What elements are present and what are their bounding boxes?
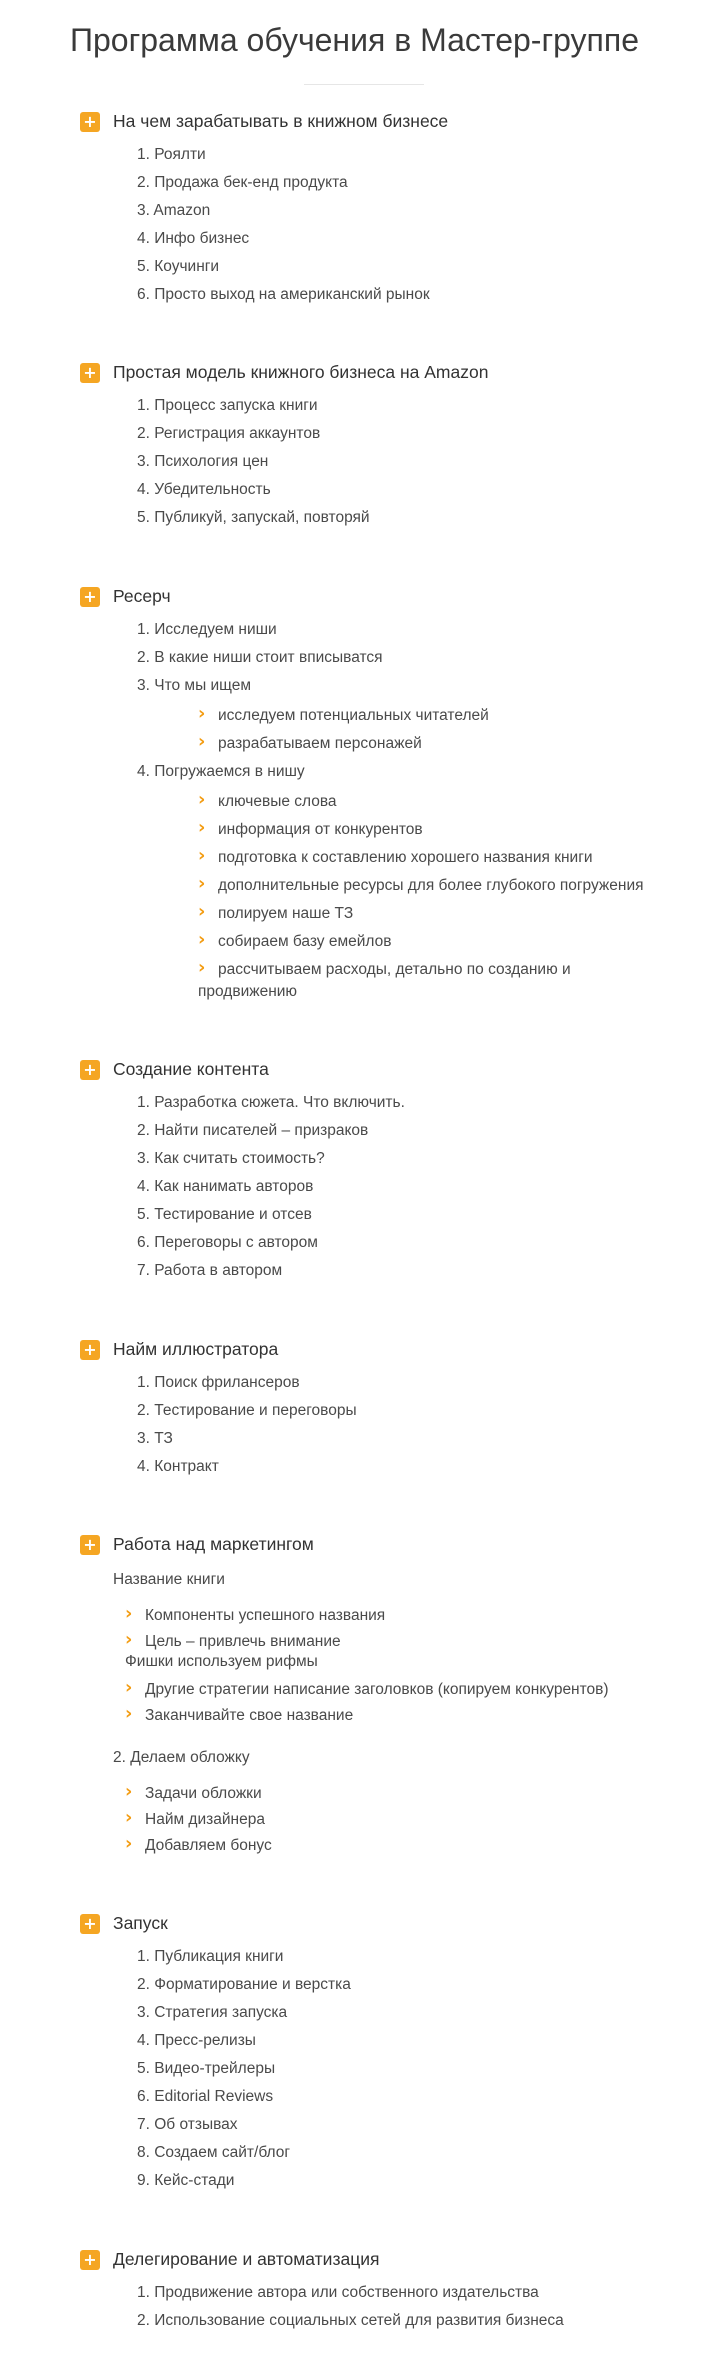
list-item: 5. Тестирование и отсев xyxy=(137,1206,312,1223)
list-item: 2. Использование социальных сетей для развития бизнеса xyxy=(137,2312,564,2329)
list-item: 5. Публикуй, запускай, повторяй xyxy=(137,509,370,526)
list-item: 2. Найти писателей – призраков xyxy=(137,1122,369,1139)
chevron-right-icon: › xyxy=(198,957,206,978)
sub-item: Найм дизайнера xyxy=(145,1811,265,1828)
plus-icon[interactable]: + xyxy=(80,363,100,383)
section-amazon-model[interactable] xyxy=(80,359,680,526)
list-item: 8. Создаем сайт/блог xyxy=(137,2144,290,2161)
list-item: 5. Коучинги xyxy=(137,258,220,275)
section-marketing[interactable] xyxy=(80,1531,680,1854)
list-item: 1. Исследуем ниши xyxy=(137,621,277,638)
plus-icon[interactable]: + xyxy=(80,2250,100,2270)
chevron-right-icon: › xyxy=(125,1677,133,1698)
subsection-label: Название книги xyxy=(113,1571,225,1588)
sub-item: разрабатываем персонажей xyxy=(218,735,422,752)
sub-item: дополнительные ресурсы для более глубокого погружения xyxy=(218,877,644,894)
section-earning[interactable] xyxy=(80,108,680,303)
plus-icon[interactable]: + xyxy=(80,1535,100,1555)
list-item: 1. Публикация книги xyxy=(137,1948,284,1965)
sub-item: Добавляем бонус xyxy=(145,1837,272,1854)
section-header[interactable] xyxy=(80,583,680,611)
chevron-right-icon: › xyxy=(198,845,206,866)
list-item: 7. Об отзывах xyxy=(137,2116,238,2133)
plus-icon[interactable]: + xyxy=(80,1914,100,1934)
chevron-right-icon: › xyxy=(198,929,206,950)
list-item: 7. Работа в автором xyxy=(137,1262,283,1279)
list-item: 3. Amazon xyxy=(137,202,211,219)
section-header[interactable] xyxy=(80,1336,680,1364)
sub-item: исследуем потенциальных читателей xyxy=(218,707,489,724)
list-item: 3. ТЗ xyxy=(137,1430,173,1447)
list-item: 9. Кейс-стади xyxy=(137,2172,235,2189)
list-item: 1. Поиск фрилансеров xyxy=(137,1374,300,1391)
list-item: 1. Процесс запуска книги xyxy=(137,397,318,414)
list-item: 5. Видео-трейлеры xyxy=(137,2060,276,2077)
note-text: Фишки используем рифмы xyxy=(125,1653,318,1670)
section-title[interactable]: Ресерч xyxy=(113,586,171,606)
sub-item: Другие стратегии написание заголовков (копируем конкурентов) xyxy=(145,1681,609,1698)
sub-item: Задачи обложки xyxy=(145,1785,262,1802)
list-item: 4. Контракт xyxy=(137,1458,219,1475)
subsection-label: 2. Делаем обложку xyxy=(113,1749,250,1766)
list-item: 1. Разработка сюжета. Что включить. xyxy=(137,1094,405,1111)
section-header[interactable] xyxy=(80,2246,680,2274)
section-title[interactable]: Создание контента xyxy=(113,1059,269,1079)
list-item: 2. Продажа бек-енд продукта xyxy=(137,174,348,191)
section-header[interactable] xyxy=(80,108,680,136)
sub-item-continuation: продвижению xyxy=(198,983,298,1000)
plus-icon[interactable]: + xyxy=(80,1060,100,1080)
list-item: 6. Просто выход на американский рынок xyxy=(137,286,430,303)
chevron-right-icon: › xyxy=(125,1807,133,1828)
chevron-right-icon: › xyxy=(125,1703,133,1724)
list-item: 2. Форматирование и верстка xyxy=(137,1976,351,1993)
page-title: Программа обучения в Мастер-группе xyxy=(69,22,639,58)
sub-item: Заканчивайте свое название xyxy=(145,1707,354,1724)
sub-item: собираем базу емейлов xyxy=(218,933,392,950)
sub-item: Компоненты успешного названия xyxy=(145,1607,386,1624)
chevron-right-icon: › xyxy=(198,789,206,810)
sub-item: рассчитываем расходы, детально по созданию и xyxy=(218,961,571,978)
chevron-right-icon: › xyxy=(198,731,206,752)
title-divider xyxy=(304,84,424,85)
section-header[interactable] xyxy=(80,359,680,387)
chevron-right-icon: › xyxy=(125,1833,133,1854)
list-item: 3. Что мы ищем xyxy=(137,677,252,694)
chevron-right-icon: › xyxy=(125,1603,133,1624)
sub-item: ключевые слова xyxy=(218,793,337,810)
sub-item: информация от конкурентов xyxy=(218,821,423,838)
section-header[interactable] xyxy=(80,1910,680,1938)
section-title[interactable]: Запуск xyxy=(113,1913,168,1933)
plus-icon[interactable]: + xyxy=(80,587,100,607)
list-item: 6. Editorial Reviews xyxy=(137,2088,274,2105)
chevron-right-icon: › xyxy=(198,817,206,838)
list-item: 3. Как считать стоимость? xyxy=(137,1150,325,1167)
chevron-right-icon: › xyxy=(125,1629,133,1650)
list-item: 3. Стратегия запуска xyxy=(137,2004,288,2021)
section-title[interactable]: Работа над маркетингом xyxy=(113,1534,314,1554)
list-item: 2. Регистрация аккаунтов xyxy=(137,425,321,442)
sub-item: Цель – привлечь внимание xyxy=(145,1633,341,1650)
list-item: 1. Роялти xyxy=(137,146,206,163)
list-item: 1. Продвижение автора или собственного издательства xyxy=(137,2284,539,2301)
chevron-right-icon: › xyxy=(125,1781,133,1802)
list-item: 6. Переговоры с автором xyxy=(137,1234,318,1251)
list-item: 4. Пресс-релизы xyxy=(137,2032,256,2049)
list-item: 4. Инфо бизнес xyxy=(137,230,250,247)
section-title[interactable]: Найм иллюстратора xyxy=(113,1339,279,1359)
plus-icon[interactable]: + xyxy=(80,1340,100,1360)
chevron-right-icon: › xyxy=(198,901,206,922)
list-item: 3. Психология цен xyxy=(137,453,269,470)
section-content[interactable] xyxy=(80,1056,680,1279)
section-title[interactable]: На чем зарабатывать в книжном бизнесе xyxy=(113,111,449,131)
list-item: 4. Погружаемся в нишу xyxy=(137,763,305,780)
section-title[interactable]: Делегирование и автоматизация xyxy=(113,2249,380,2269)
list-item: 4. Как нанимать авторов xyxy=(137,1178,314,1195)
section-header[interactable] xyxy=(80,1056,680,1084)
chevron-right-icon: › xyxy=(198,873,206,894)
list-item: 4. Убедительность xyxy=(137,481,271,498)
plus-icon[interactable]: + xyxy=(80,112,100,132)
list-item: 2. В какие ниши стоит вписыватся xyxy=(137,649,383,666)
section-title[interactable]: Простая модель книжного бизнеса на Amazon xyxy=(113,362,489,382)
sub-item: подготовка к составлению хорошего названия книги xyxy=(218,849,593,866)
section-illustrator[interactable] xyxy=(80,1336,680,1475)
chevron-right-icon: › xyxy=(198,703,206,724)
section-delegation[interactable] xyxy=(80,2246,680,2329)
list-item: 2. Тестирование и переговоры xyxy=(137,1402,357,1419)
section-launch[interactable] xyxy=(80,1910,680,2189)
section-research[interactable] xyxy=(80,583,680,1000)
section-header[interactable] xyxy=(80,1531,680,1559)
sub-item: полируем наше ТЗ xyxy=(218,905,354,922)
